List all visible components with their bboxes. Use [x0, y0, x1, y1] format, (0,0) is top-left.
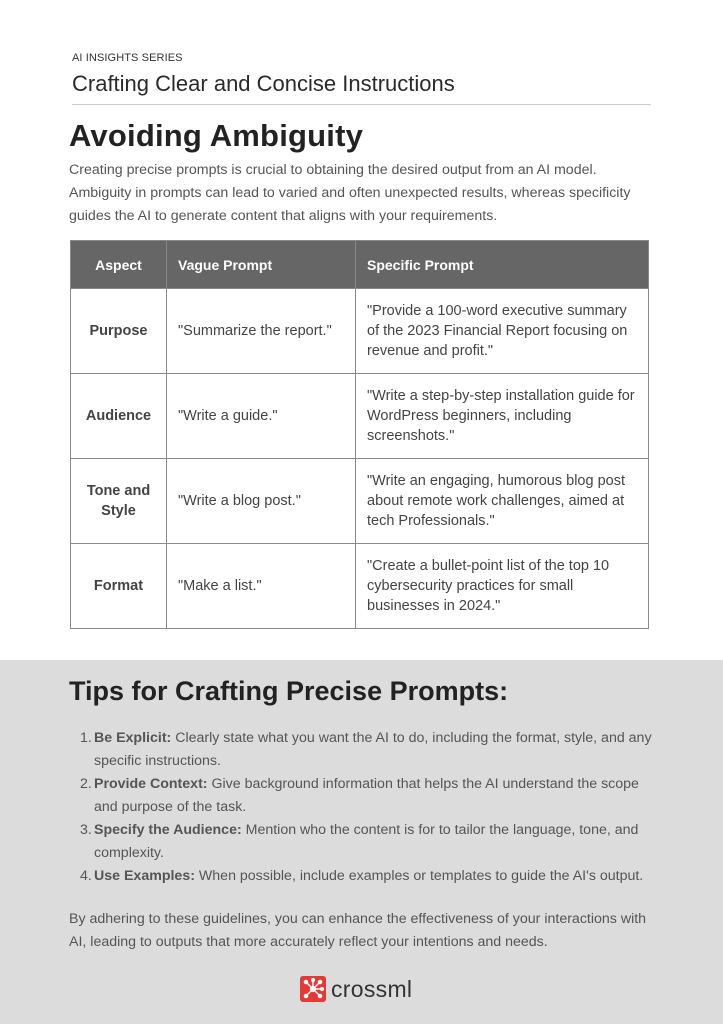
- specific-prompt-cell: "Write a step-by-step installation guide for WordPress beginners, including screenshots.": [356, 374, 649, 459]
- vague-prompt-cell: "Make a list.": [167, 544, 356, 629]
- document-title: Crafting Clear and Concise Instructions: [72, 71, 455, 96]
- section-heading-ambiguity: Avoiding Ambiguity: [69, 118, 364, 153]
- column-header-specific: Specific Prompt: [356, 241, 649, 289]
- tip-title: Specify the Audience:: [94, 822, 242, 838]
- specific-prompt-cell: "Create a bullet-point list of the top 10 cybersecurity practices for small businesses in 2024.": [356, 544, 649, 629]
- table-row: [71, 459, 649, 544]
- specific-prompt-cell: "Write an engaging, humorous blog post about remote work challenges, aimed at tech Professionals.": [356, 459, 649, 544]
- tip-text: When possible, include examples or templates to guide the AI's output.: [194, 868, 644, 884]
- table-row: [71, 544, 649, 629]
- crossml-logo-icon: [300, 976, 326, 1002]
- aspect-cell: Audience: [71, 374, 167, 459]
- list-number: 4.: [80, 868, 92, 884]
- aspect-cell: Format: [71, 544, 167, 629]
- crossml-logo: [300, 975, 412, 1003]
- list-item: [69, 819, 659, 865]
- closing-paragraph: By adhering to these guidelines, you can enhance the effectiveness of your interactions with AI, leading to outputs that more accurately reflect your intentions and needs.: [69, 911, 647, 950]
- list-number: 1.: [80, 730, 92, 746]
- vague-prompt-cell: "Write a blog post.": [167, 459, 356, 544]
- table-header-row: [71, 241, 649, 289]
- tips-list: [69, 727, 659, 888]
- vague-prompt-cell: "Summarize the report.": [167, 289, 356, 374]
- table-row: [71, 289, 649, 374]
- column-header-vague: Vague Prompt: [167, 241, 356, 289]
- tip-title: Provide Context:: [94, 776, 208, 792]
- tip-text: Give background information that helps the AI understand the scope and purpose of the task.: [94, 776, 639, 815]
- tip-title: Be Explicit:: [94, 730, 172, 746]
- intro-paragraph: Creating precise prompts is crucial to obtaining the desired output from an AI model. Ambiguity in prompts can lead to varied and often unexpected results, whereas specificity guides the AI to generate content that aligns with your requirements.: [69, 162, 631, 224]
- column-header-aspect: Aspect: [71, 241, 167, 289]
- section-heading-tips: Tips for Crafting Precise Prompts:: [69, 676, 509, 706]
- list-item: [69, 865, 659, 888]
- vague-prompt-cell: "Write a guide.": [167, 374, 356, 459]
- list-number: 2.: [80, 776, 92, 792]
- specific-prompt-cell: "Provide a 100-word executive summary of the 2023 Financial Report focusing on revenue and profit.": [356, 289, 649, 374]
- crossml-logo-text: crossml: [331, 975, 413, 1002]
- list-number: 3.: [80, 822, 92, 838]
- table-row: [71, 374, 649, 459]
- list-item: [69, 773, 659, 819]
- tip-text: Mention who the content is for to tailor the language, tone, and complexity.: [94, 822, 639, 861]
- tip-text: Clearly state what you want the AI to do, including the format, style, and any specific instructions.: [94, 730, 652, 769]
- aspect-cell: Tone and Style: [71, 459, 167, 544]
- prompt-comparison-table: [70, 240, 649, 629]
- series-label: AI INSIGHTS SERIES: [72, 52, 183, 64]
- header-divider: [72, 104, 651, 105]
- tip-title: Use Examples:: [94, 868, 195, 884]
- list-item: [69, 727, 659, 773]
- aspect-cell: Purpose: [71, 289, 167, 374]
